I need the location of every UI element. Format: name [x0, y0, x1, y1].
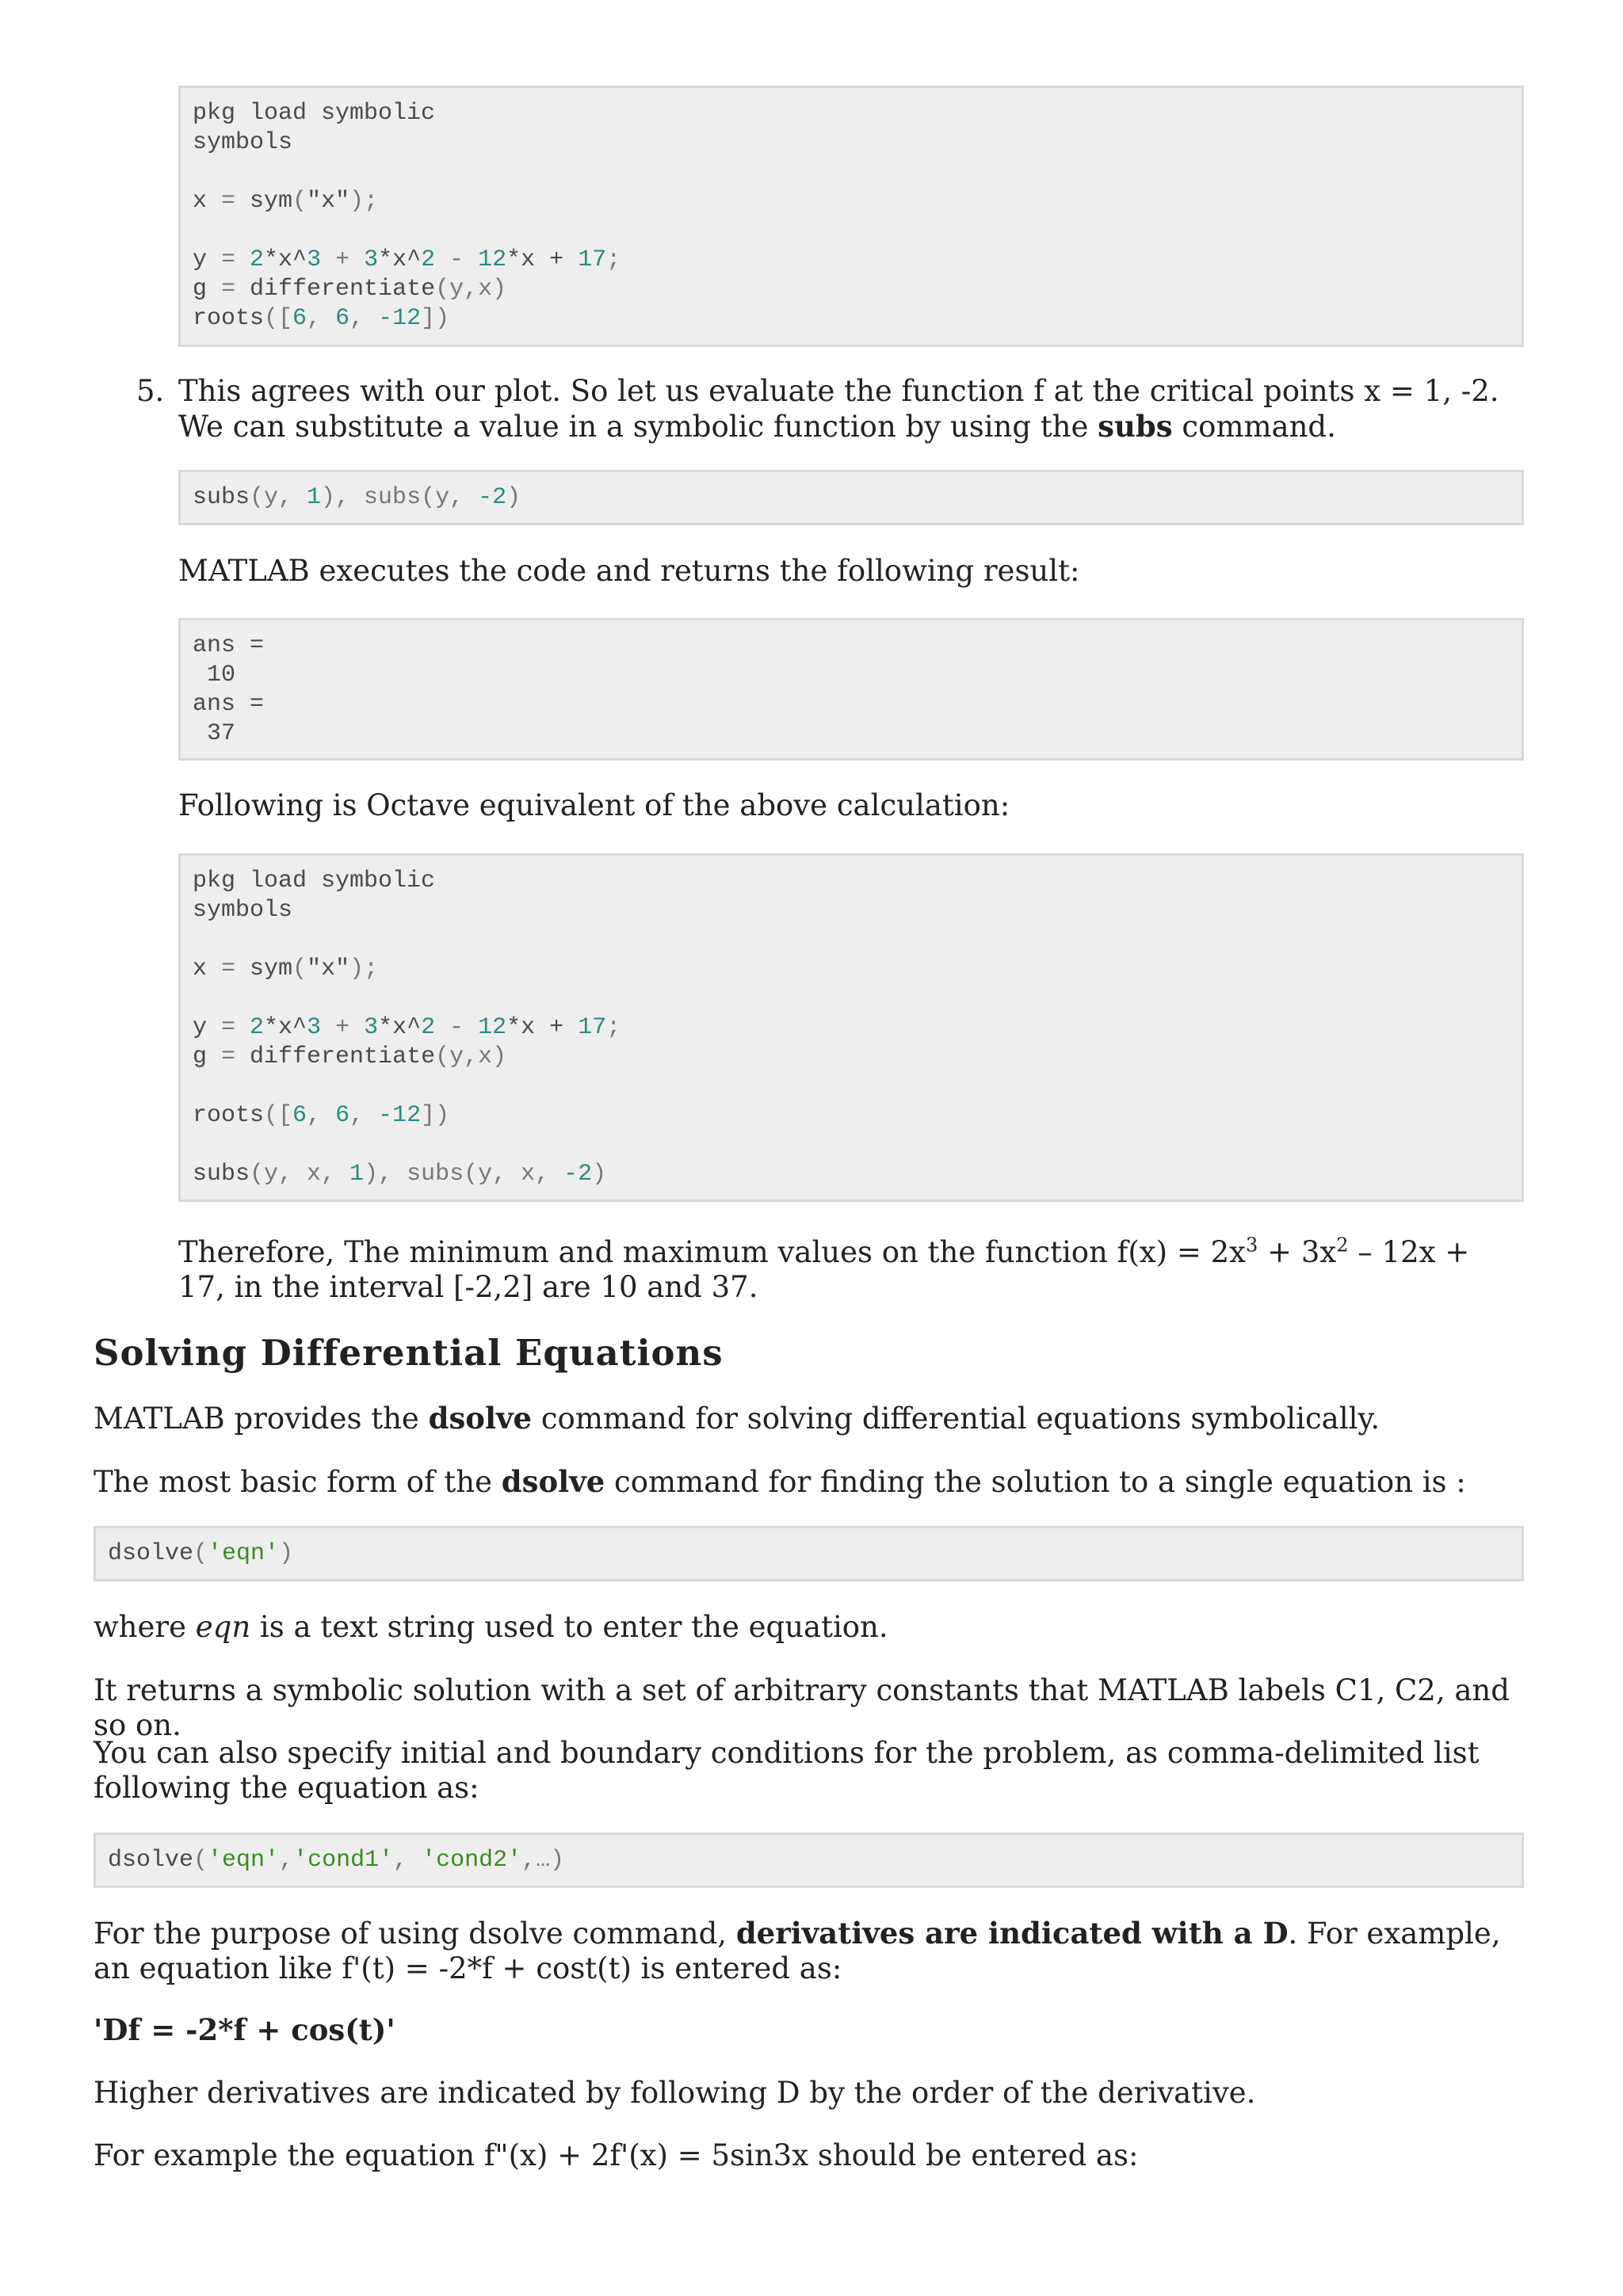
code-line: x = sym("x");: [193, 188, 379, 215]
code-line: [193, 216, 1510, 246]
code-line: x = sym("x");: [193, 955, 379, 982]
paragraph-example: For example the equation f"(x) + 2f'(x) = 5sin3x should be entered as:: [94, 2138, 1139, 2172]
paragraph-derivative-notation: For the purpose of using dsolve command, derivatives are indicated with a D. For example, an equation like f'(t) = -2*f + cost(t) is entered as:: [94, 1916, 1501, 1985]
code-line: roots([6, 6, -12]): [193, 1102, 450, 1129]
paragraph-returns: It returns a symbolic solution with a set of arbitrary constants that MATLAB labels C1, C2, and so on.: [94, 1673, 1510, 1742]
paragraph-therefore: Therefore, The minimum and maximum values on the function $f(x) = 2x^3 + 3x^2 - 12x + 17$, in the interval [-2,2] are 10 and 37.: [178, 1234, 1470, 1304]
code-line: pkg load symbolic: [193, 868, 436, 894]
code-line: dsolve('eqn','cond1', 'cond2',…): [108, 1847, 565, 1874]
code-line: [193, 925, 1510, 955]
code-block-subs: [178, 470, 1524, 525]
code-line: subs(y, 1), subs(y, -2): [193, 484, 521, 511]
code-line: roots([6, 6, -12]): [193, 305, 450, 332]
code-line: symbols: [193, 897, 293, 924]
code-line: dsolve('eqn'): [108, 1540, 294, 1567]
paragraph-higher-derivatives: Higher derivatives are indicated by following D by the order of the derivative.: [94, 2076, 1256, 2110]
paragraph-initial-conditions: You can also specify initial and boundary conditions for the problem, as comma-delimited list following the equation as:: [94, 1736, 1480, 1805]
paragraph-where-eqn: where eqn is a text string used to enter the equation.: [94, 1610, 888, 1644]
code-line: 10: [193, 662, 236, 688]
code-block-dsolve-conditions: [94, 1833, 1524, 1888]
code-line: ans =: [193, 691, 265, 718]
section-heading: Solving Differential Equations: [94, 1332, 724, 1374]
list-item-number: 5.: [136, 374, 165, 408]
code-line: y = 2*x^3 + 3*x^2 - 12*x + 17;: [193, 1014, 621, 1041]
paragraph-dsolve-intro: MATLAB provides the dsolve command for solving differential equations symbolically.: [94, 1401, 1381, 1436]
code-line: 37: [193, 720, 236, 747]
code-line: ans =: [193, 632, 265, 659]
code-line: pkg load symbolic: [193, 100, 436, 127]
code-line: [193, 1131, 1510, 1160]
code-block-result: [178, 618, 1524, 761]
code-line: g = differentiate(y,x): [193, 276, 507, 303]
code-line: [193, 984, 1510, 1013]
list-item-5-text: This agrees with our plot. So let us evaluate the function f at the critical points x = 1, -2. We can substitute a value in a symbolic function by using the subs command.: [178, 374, 1499, 444]
code-line: subs(y, x, 1), subs(y, x, -2): [193, 1161, 607, 1188]
code-block-octave-subs: [178, 853, 1524, 1202]
example-equation: 'Df = -2*f + cos(t)': [94, 2012, 395, 2047]
paragraph-matlab-exec: MATLAB executes the code and returns the following result:: [178, 554, 1080, 588]
paragraph-basic-form: The most basic form of the dsolve command for finding the solution to a single equation is :: [94, 1464, 1466, 1499]
code-block-dsolve-basic: [94, 1526, 1524, 1581]
paragraph-octave-equivalent: Following is Octave equivalent of the above calculation:: [178, 788, 1010, 822]
code-block-octave-roots: [178, 86, 1524, 347]
code-line: [193, 1072, 1510, 1101]
code-line: [193, 158, 1510, 187]
code-line: g = differentiate(y,x): [193, 1043, 507, 1070]
code-line: y = 2*x^3 + 3*x^2 - 12*x + 17;: [193, 246, 621, 273]
code-line: symbols: [193, 129, 293, 156]
